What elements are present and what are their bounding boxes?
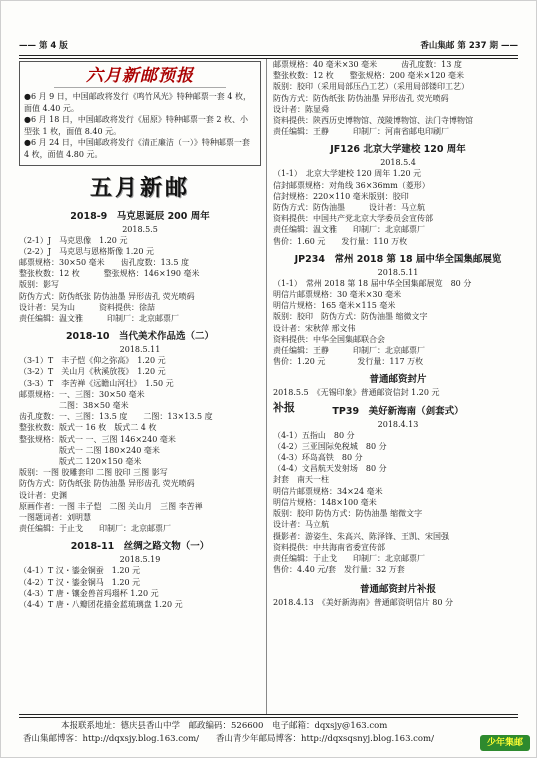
spec-line: 版别：胶印（采用局部压凸工艺）（采用局部镂印工艺）	[273, 82, 469, 92]
spec-line: （1-1） 北京大学建校 120 周年 1.20 元	[273, 169, 422, 179]
footer-blogs: 香山集邮博客：http://dqxsjy.blog.163.com/ 香山青少年邮局博客：http://dqxsqsnyj.blog.163.com/	[23, 734, 434, 744]
section-title: 普通邮资封片	[369, 374, 427, 386]
spec-line: 售价：1.60 元 发行量：110 万枚	[273, 236, 408, 246]
spec-line: （4-2）三亚国际免税城 80 分	[273, 441, 387, 451]
header-rule	[19, 55, 518, 56]
spec-line: 防伪方式：防伪纸张 防伪油墨 异形齿孔 荧光喷码	[273, 93, 449, 103]
spec-line: 封套 南天一柱	[273, 475, 329, 485]
spec-line: 版别：胶印 防伪方式：防伪油墨 缩微文字	[273, 509, 423, 519]
spec-line: 摄影者：游姿生、朱高兴、陈泽锋、王凯、宋国强	[273, 531, 449, 541]
spec-line: 设计者：马立航	[273, 520, 329, 530]
section-title: 2018-10 当代美术作品选（二）	[65, 331, 215, 343]
spec-line: 售价：4.40 元/套 发行量：32 万套	[273, 565, 405, 575]
spec-line: 防伪方式：防伪油墨 设计者：马立航	[273, 203, 425, 213]
youth-philately-logo: 少年集邮	[480, 735, 530, 751]
spec-line: 原画作者：一图 丰子恺 二图 关山月 三图 李苦禅	[19, 501, 203, 511]
spec-line: 信封规格：220×110 毫米版别：胶印	[273, 191, 409, 201]
spec-line: 整张枚数：12 枚 整张规格：146×190 毫米	[19, 269, 200, 279]
spec-line: 明信片邮票规格：34×24 毫米	[273, 486, 383, 496]
left-sections	[19, 210, 261, 611]
spec-line: 版别：胶印 防伪方式：防伪油墨 缩微文字	[273, 312, 428, 322]
spec-line: （4-2）T 汉・鎏金铜马 1.20 元	[19, 577, 141, 587]
section-date: 2018.5.4	[380, 158, 416, 168]
section-title: JF126 北京大学建校 120 周年	[330, 144, 466, 156]
left-column	[19, 61, 261, 717]
spec-line: 责任编辑：于止戈 印制厂：北京邮票厂	[273, 553, 425, 563]
spec-line: 责任编辑：王静 印制厂：河南省邮电印刷厂	[273, 127, 449, 137]
spec-line: 明信片规格：165 毫米×115 毫米	[273, 301, 396, 311]
right-sections	[273, 143, 523, 398]
spec-line: （3-2）T 关山月《秋溪放筏》 1.20 元	[19, 367, 166, 377]
spec-line: 一图题词者：刘明慧	[19, 513, 91, 523]
spec-line: 整张枚数：12 枚 整张规格：200 毫米×120 毫米	[273, 71, 465, 81]
spec-line: （2-2）J 马克思与恩格斯像 1.20 元	[19, 246, 154, 256]
header-left: —— 第 4 版	[19, 41, 68, 51]
spec-line: 设计者：史渊	[19, 490, 67, 500]
spec-line: 设计者：陈显舜	[273, 104, 329, 114]
spec-line: 售价：1.20 元 发行量：117 万枚	[273, 357, 424, 367]
supplement-lines	[273, 430, 523, 576]
spec-line: （4-4）T 唐・八瓣团花描金蓝琉璃盘 1.20 元	[19, 600, 183, 610]
spec-line: （3-1）T 丰子恺《仰之弥高》 1.20 元	[19, 356, 166, 366]
forecast-item: ●6 月 24 日，中国邮政将发行《清正廉洁（一）》特种邮票一套 4 枚，面值 4.80 元。	[24, 138, 250, 159]
spec-line: 二图：38×50 毫米	[19, 401, 129, 410]
may-new-stamps-title: 五月新邮	[89, 175, 190, 201]
spec-line: 邮票规格：30×50 毫米 齿孔度数：13.5 度	[19, 257, 189, 267]
header-right: 香山集邮 第 237 期 ——	[420, 41, 518, 51]
spec-line: 责任编辑：温文雅 印制厂：北京邮票厂	[19, 313, 179, 323]
spec-line: 资料提供：中共海南省委宣传部	[273, 542, 385, 552]
section-date: 2018.5.11	[377, 267, 419, 277]
spec-line: 版别：影写	[19, 280, 59, 290]
spec-line: （4-1）五指山 80 分	[273, 430, 355, 440]
spec-line: 责任编辑：王静 印制厂：北京邮票厂	[273, 346, 425, 356]
spec-line: （1-1） 常州 2018 第 18 届中华全国集邮展览 80 分	[273, 278, 472, 288]
spec-line: 信封邮票规格：对角线 36×36mm（菱形）	[273, 180, 430, 190]
spec-line: 防伪方式：防伪纸张 防伪油墨 异形齿孔 荧光喷码	[19, 291, 195, 301]
spec-line: 责任编辑：于止戈 印制厂：北京邮票厂	[19, 524, 171, 534]
spec-line: 设计者：宋秋萍 邢文伟	[273, 323, 356, 333]
spec-line: 版式二 120×150 毫米	[19, 457, 142, 467]
spec-line: （2-1）J 马克思像 1.20 元	[19, 235, 128, 245]
spec-line: 资料提供：中国共产党北京大学委员会宣传部	[273, 214, 433, 224]
section-date: 2018.5.5	[122, 224, 158, 234]
spec-line: 资料提供：中华全国集邮联合会	[273, 334, 385, 344]
spec-line: （4-1）T 汉・鎏金铜蚕 1.20 元	[19, 566, 141, 576]
footer-rule	[19, 714, 518, 715]
forecast-item: ●6 月 18 日，中国邮政将发行《屈原》特种邮票一套 2 枚、小型张 1 枚，面值 8.40 元。	[24, 115, 249, 136]
spec-line: 邮票规格：一、三图：30×50 毫米	[19, 389, 145, 399]
right-top-specs	[273, 59, 523, 137]
spec-line: （4-4）文昌航天发射场 80 分	[273, 464, 387, 474]
spec-line: 邮票规格：40 毫米×30 毫米 齿孔度数：13 度	[273, 60, 462, 69]
spec-line: （4-3）环岛高铁 80 分	[273, 453, 363, 463]
spec-line: （4-3）T 唐・镶金兽首玛瑙杯 1.20 元	[19, 588, 159, 598]
spec-line: 资料提供：陕西历史博物馆、茂陵博物馆、法门寺博物馆	[273, 116, 473, 126]
spec-line: 明信片邮票规格：30 毫米×30 毫米	[273, 290, 402, 300]
spec-line: 责任编辑：温文雅 印制厂：北京邮票厂	[273, 225, 425, 235]
section-date: 2018.5.11	[119, 345, 161, 355]
spec-line: （3-3）T 李苦禅《远瞻山河壮》 1.50 元	[19, 378, 174, 388]
supplement-sub-title: 普通邮资封片补报	[359, 584, 436, 596]
spec-line: 齿孔度数：一、三图：13.5 度 二图：13×13.5 度	[19, 412, 213, 422]
footer-contact: 本报联系地址：德庆县香山中学 邮政编码：526600 电子邮箱：dqxsjy@163.com	[61, 721, 388, 731]
section-title: 2018-11 丝绸之路文物（一）	[70, 541, 210, 553]
june-forecast-box	[19, 61, 261, 166]
page-header	[19, 41, 518, 53]
column-divider	[266, 59, 267, 714]
spec-line: 整张枚数：版式一 16 枚 版式二 4 枚	[19, 423, 157, 433]
footer-rule-thin	[19, 717, 518, 718]
section-title: 2018-9 马克思诞辰 200 周年	[70, 210, 210, 222]
spec-line: 2018.5.5 《无锡印象》普通邮资信封 1.20 元	[273, 388, 440, 398]
supplement-date: 2018.4.13	[377, 419, 419, 429]
section-date: 2018.5.19	[119, 555, 161, 565]
spec-line: 明信片规格：148×100 毫米	[273, 497, 377, 507]
spec-line: 版式一 二图 180×240 毫米	[19, 445, 160, 455]
spec-line: 版别：一图 胶雕套印 二图 胶印 三图 影写	[19, 468, 168, 478]
spec-line: 防伪方式：防伪纸张 防伪油墨 异形齿孔 荧光喷码	[19, 479, 195, 489]
supplement-section	[273, 401, 523, 609]
right-column	[273, 59, 523, 719]
section-title: JP234 常州 2018 第 18 届中华全国集邮展览	[294, 253, 502, 265]
supplement-label: 补报	[273, 400, 295, 414]
spec-line: 整张规格：版式一 一、三图 146×240 毫米	[19, 434, 176, 444]
supplement-sub-line: 2018.4.13 《美好新海南》普通邮资明信片 80 分	[273, 598, 453, 608]
supplement-title: TP39 美好新海南（剑套式）	[332, 405, 464, 417]
june-forecast-title: 六月新邮预报	[54, 65, 226, 88]
spec-line: 设计者：吴为山 资料提供：徐喆	[19, 302, 155, 312]
forecast-item: ●6 月 9 日，中国邮政将发行《鸣竹风光》特种邮票一套 4 枚，面值 4.40 元。	[24, 92, 251, 113]
